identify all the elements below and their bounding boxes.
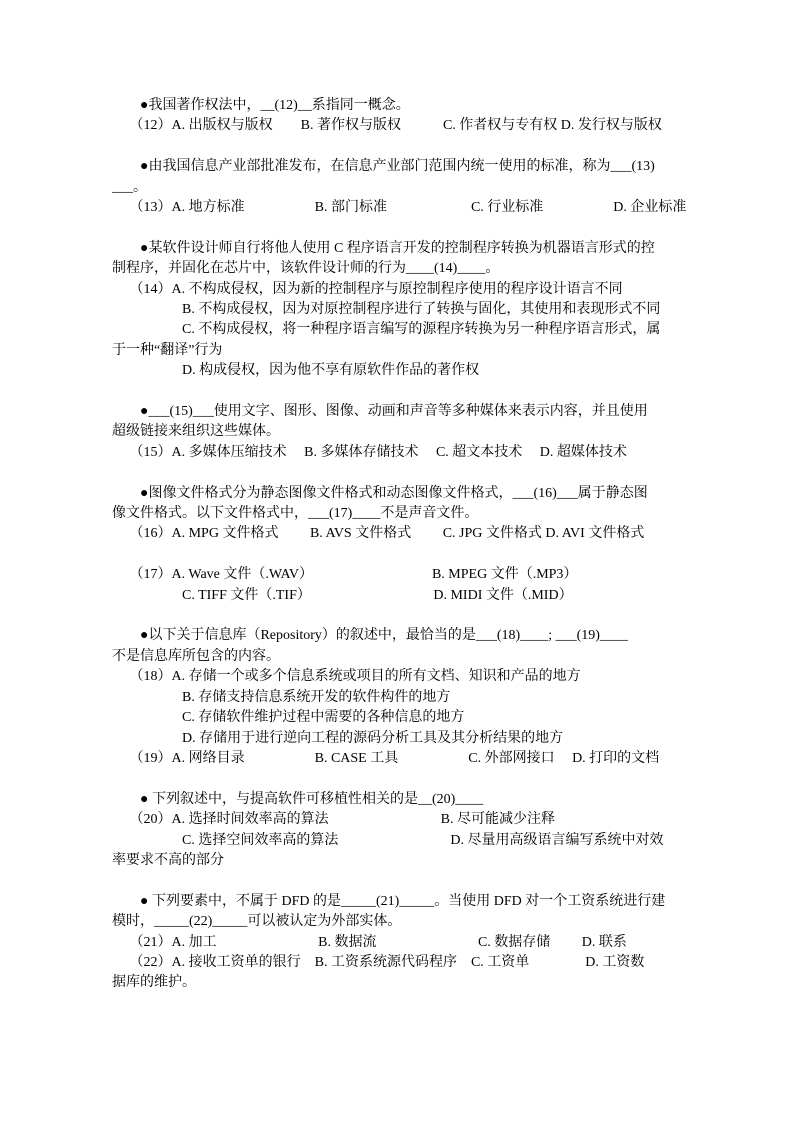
option-line-d-continuation: 率要求不高的部分 xyxy=(112,852,224,868)
question-stem: ●某软件设计师自行将他人使用 C 程序语言开发的控制程序转换为机器语言形式的控 xyxy=(112,240,655,256)
question-stem: ●我国著作权法中，__(12)__系指同一概念。 xyxy=(112,98,410,113)
question-stem: ● 下列叙述中，与提高软件可移植性相关的是__(20)____ xyxy=(112,791,484,807)
question-block-21-22 xyxy=(112,892,698,994)
option-line: （12）A. 出版权与版权 B. 著作权与版权 C. 作者权与专有权 D. 发行权与版权 xyxy=(112,118,662,134)
option-line-cd: C. 选择空间效率高的算法 D. 尽量用高级语言编写系统中对效 xyxy=(112,832,664,848)
option-line: （13）A. 地方标准 B. 部门标准 C. 行业标准 D. 企业标准 xyxy=(112,200,687,216)
option-line-a: （14）A. 不构成侵权，因为新的控制程序与原控制程序使用的程序设计语言不同 xyxy=(112,281,623,297)
question-stem-continuation: 制程序，并固化在芯片中，该软件设计师的行为____(14)____。 xyxy=(112,261,500,277)
question-stem: ●由我国信息产业部批准发布，在信息产业部门范围内统一使用的标准，称为___(13) xyxy=(112,159,655,175)
option-line-q22-continuation: 据库的维护。 xyxy=(112,975,196,991)
question-stem: ●图像文件格式分为静态图像文件格式和动态图像文件格式，___(16)___属于静态图 xyxy=(112,485,648,501)
question-block-18-19 xyxy=(112,626,698,769)
option-line-q16: （16）A. MPG 文件格式 B. AVS 文件格式 C. JPG 文件格式 D. AVI 文件格式 xyxy=(112,526,645,542)
question-block-15 xyxy=(112,402,698,463)
question-stem: ●以下关于信息库（Repository）的叙述中，最恰当的是___(18)____; ___(19)____ xyxy=(112,628,628,644)
option-line-q18-d: D. 存储用于进行逆向工程的源码分析工具及其分析结果的地方 xyxy=(112,730,564,746)
question-block-14 xyxy=(112,239,698,382)
option-line-b: B. 不构成侵权，因为对原控制程序进行了转换与固化，其使用和表现形式不同 xyxy=(112,302,661,318)
option-line: （15）A. 多媒体压缩技术 B. 多媒体存储技术 C. 超文本技术 D. 超媒体技术 xyxy=(112,444,627,460)
question-stem: ● 下列要素中，不属于 DFD 的是_____(21)_____。当使用 DFD 对一个工资系统进行建 xyxy=(112,893,666,909)
option-line-ab: （20）A. 选择时间效率高的算法 B. 尽可能减少注释 xyxy=(112,812,555,828)
option-line-q17-cd: C. TIFF 文件（.TIF） D. MIDI 文件（.MID） xyxy=(112,587,573,603)
option-line-q18-b: B. 存储支持信息系统开发的软件构件的地方 xyxy=(112,689,451,705)
question-stem-continuation: 不是信息库所包含的内容。 xyxy=(112,648,280,664)
option-line-q22: （22）A. 接收工资单的银行 B. 工资系统源代码程序 C. 工资单 D. 工资数 xyxy=(112,954,645,970)
option-line-q18-c: C. 存储软件维护过程中需要的各种信息的地方 xyxy=(112,710,465,726)
question-block-12 xyxy=(112,96,698,137)
question-block-20 xyxy=(112,790,698,872)
option-line-q21: （21）A. 加工 B. 数据流 C. 数据存储 D. 联系 xyxy=(112,934,627,950)
option-line-c: C. 不构成侵权，将一种程序语言编写的源程序转换为另一种程序语言形式，属 xyxy=(112,322,661,338)
option-line-q18-a: （18）A. 存储一个或多个信息系统或项目的所有文档、知识和产品的地方 xyxy=(112,669,581,685)
question-block-13 xyxy=(112,157,698,218)
option-line-c-continuation: 于一种“翻译”行为 xyxy=(112,342,223,358)
question-stem-continuation: ___。 xyxy=(112,179,147,195)
question-stem-continuation: 超级链接来组织这些媒体。 xyxy=(112,424,280,440)
question-stem-continuation: 模时，_____(22)_____可以被认定为外部实体。 xyxy=(112,914,402,930)
question-block-16-17 xyxy=(112,484,698,606)
question-stem: ●___(15)___使用文字、图形、图像、动画和声音等多种媒体来表示内容，并且使用 xyxy=(112,404,648,420)
question-stem-continuation: 像文件格式。以下文件格式中，___(17)____不是声音文件。 xyxy=(112,506,479,522)
option-line-q17-ab: （17）A. Wave 文件（.WAV） B. MPEG 文件（.MP3） xyxy=(112,567,578,583)
blank-line xyxy=(112,545,698,565)
option-line-q19: （19）A. 网络目录 B. CASE 工具 C. 外部网接口 D. 打印的文档 xyxy=(112,750,660,766)
document-content xyxy=(112,96,698,1014)
option-line-d: D. 构成侵权，因为他不享有原软件作品的著作权 xyxy=(112,363,480,379)
